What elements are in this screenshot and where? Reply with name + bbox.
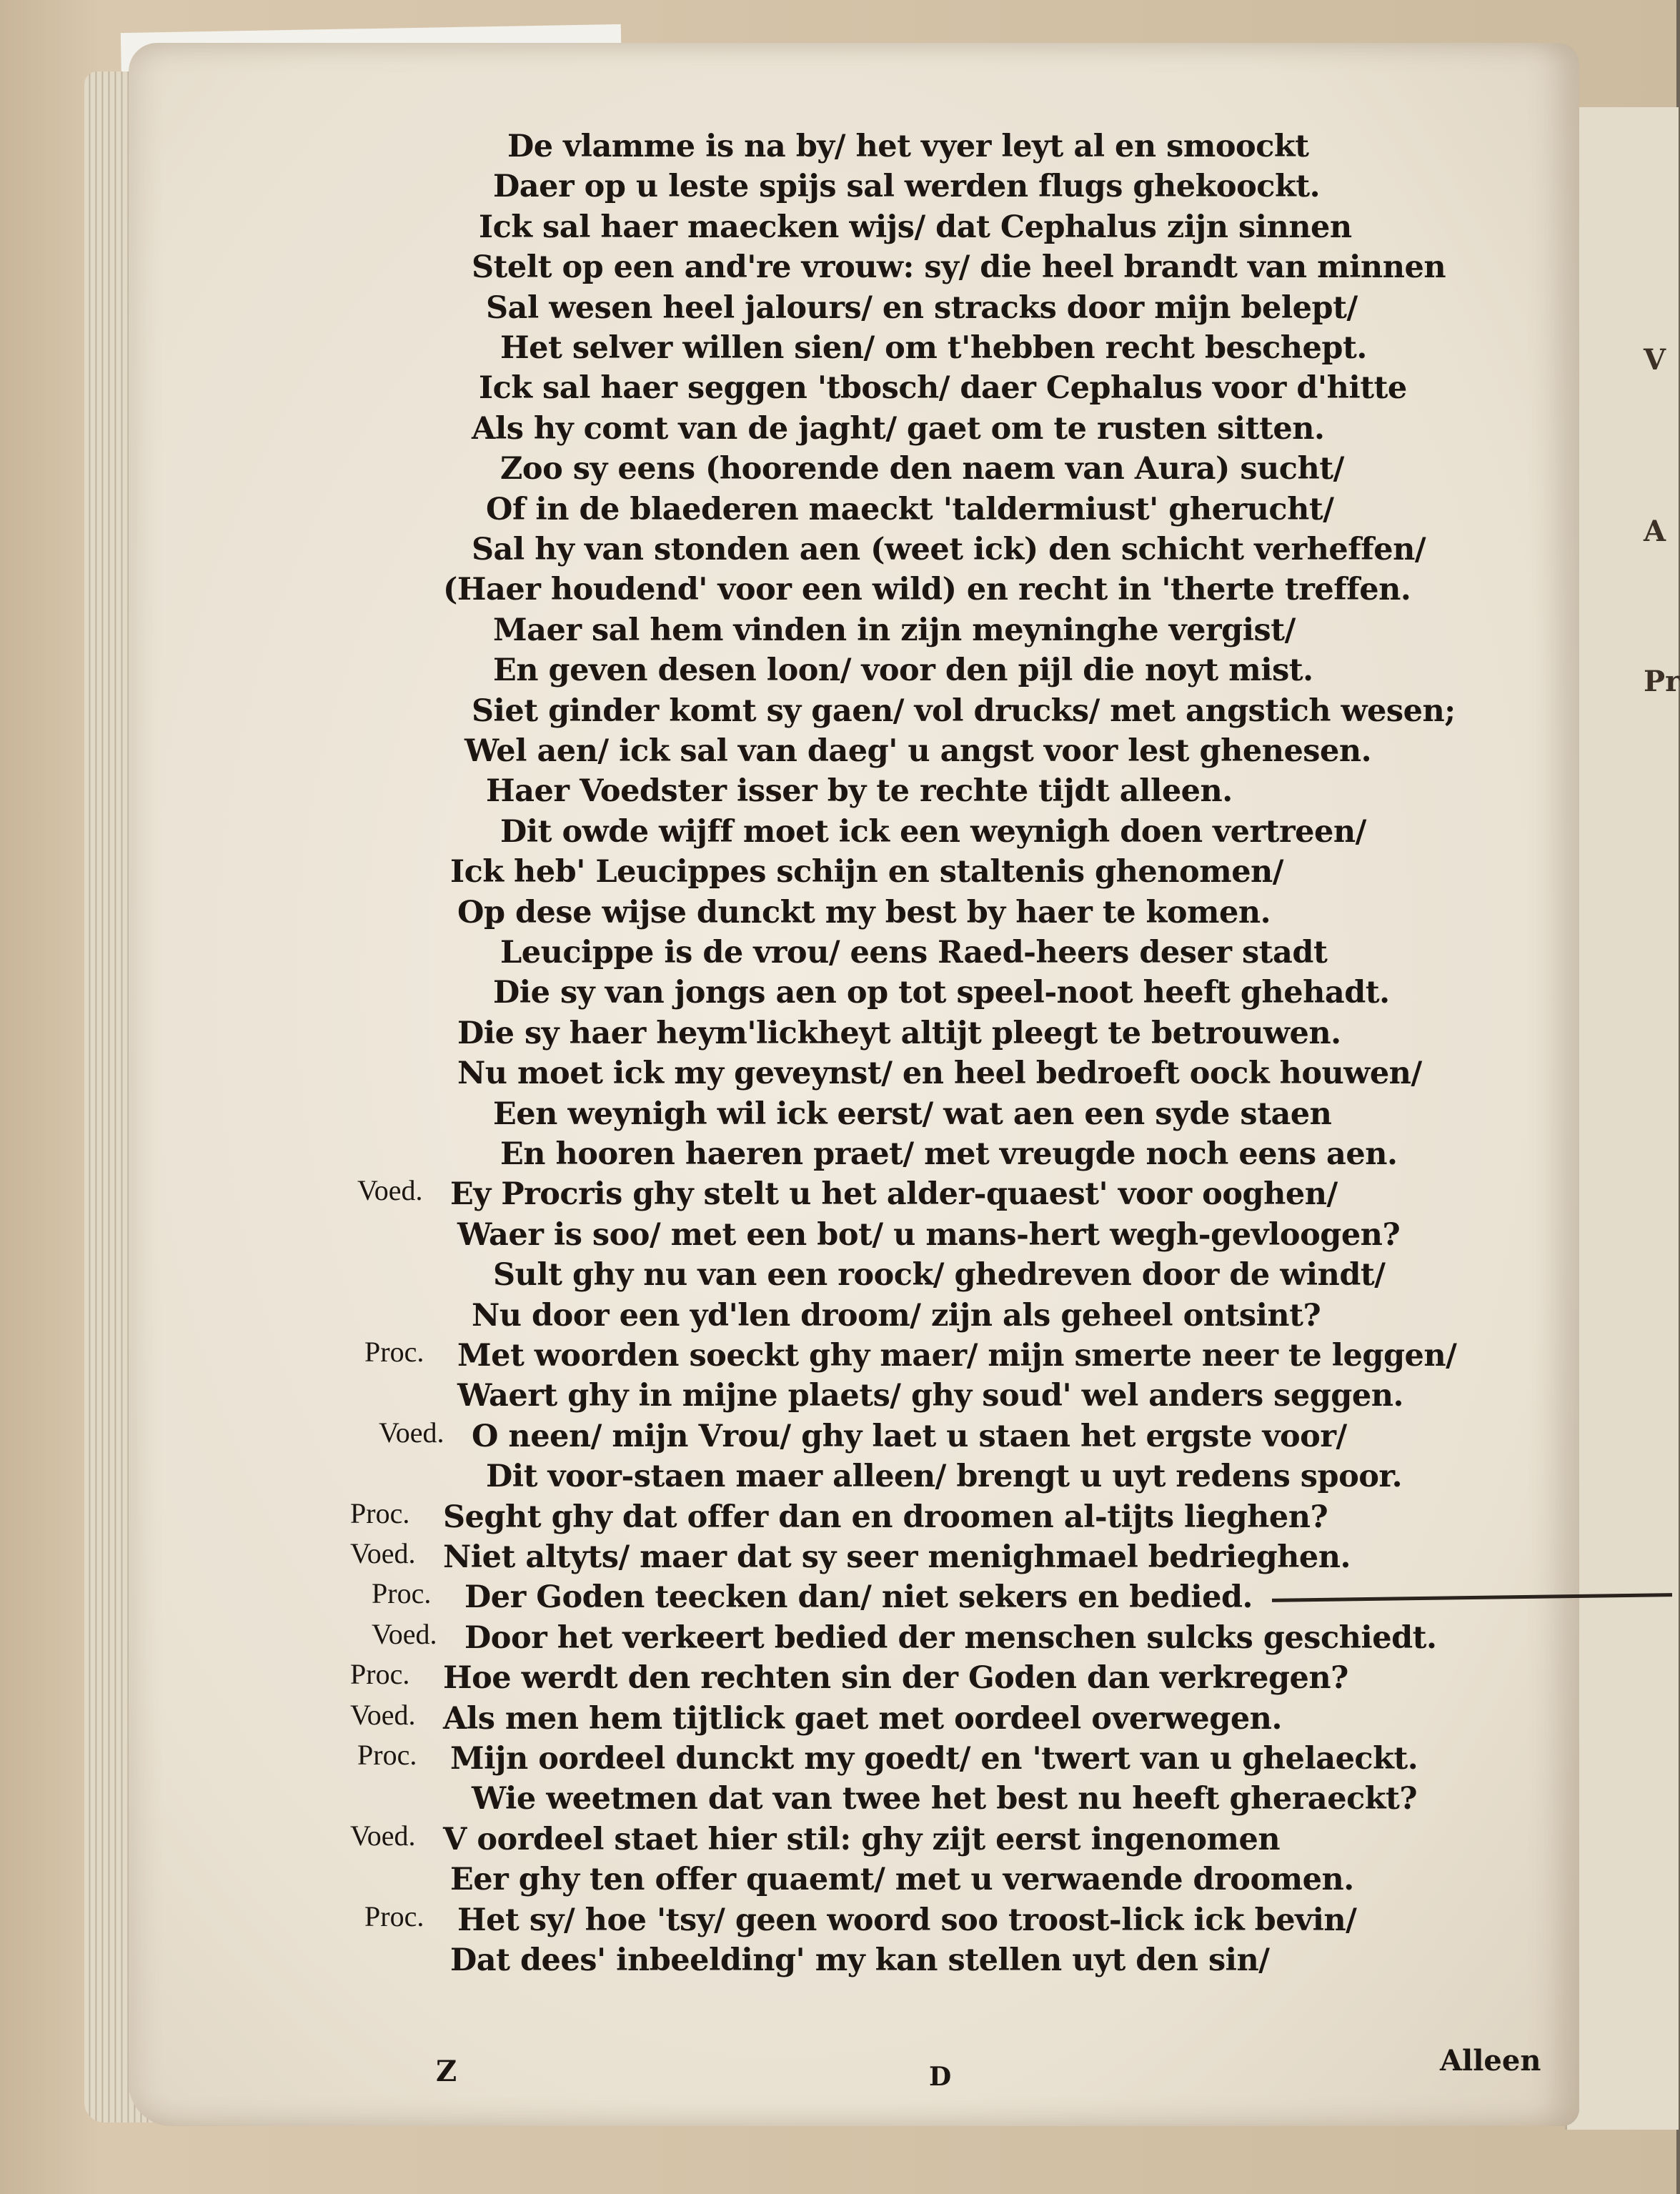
verse-line: Mijn oordeel dunckt my goedt/ en 'twert van u ghelaeckt. — [450, 1741, 1418, 1777]
verse-line: Seght ghy dat offer dan en droomen al-tijts lieghen? — [443, 1499, 1328, 1535]
verse-line: Der Goden teecken dan/ niet sekers en bedied. — [464, 1579, 1253, 1616]
verse-line: En hooren haeren praet/ met vreugde noch eens aen. — [500, 1136, 1398, 1172]
verse-line: Wel aen/ ick sal van daeg' u angst voor lest ghenesen. — [464, 733, 1372, 769]
verse-line: Waert ghy in mijne plaets/ ghy soud' wel anders seggen. — [457, 1378, 1403, 1414]
verse-line: Ey Procris ghy stelt u het alder-quaest' voor ooghen/ — [450, 1176, 1338, 1213]
verse-line: Sal hy van stonden aen (weet ick) den schicht verheffen/ — [472, 532, 1426, 567]
verse-line: Het selver willen sien/ om t'hebben recht beschept. — [500, 330, 1367, 366]
verse-line: Nu moet ick my geveynst/ en heel bedroeft oock houwen/ — [457, 1056, 1422, 1092]
verse-line: Ick sal haer seggen 'tbosch/ daer Cephalus voor d'hitte — [479, 370, 1407, 407]
facing-page — [1565, 107, 1679, 2130]
speaker-label: Proc. — [350, 1658, 410, 1691]
verse-line: Stelt op een and're vrouw: sy/ die heel brandt van minnen — [472, 249, 1446, 286]
verse-line: Leucippe is de vrou/ eens Raed-heers deser stadt — [500, 935, 1328, 971]
verse-line: V oordeel staet hier stil: ghy zijt eerst ingenomen — [443, 1821, 1281, 1857]
speaker-label: Voed. — [379, 1416, 444, 1449]
speaker-label: Proc. — [364, 1900, 424, 1932]
verse-line: Ick heb' Leucippes schijn en staltenis ghenomen/ — [450, 854, 1284, 890]
verse-line: Siet ginder komt sy gaen/ vol drucks/ met angstich wesen; — [472, 693, 1456, 729]
verse-line: Wie weetmen dat van twee het best nu heeft gheraeckt? — [472, 1781, 1418, 1817]
verse-line: Als hy comt van de jaght/ gaet om te rusten sitten. — [472, 410, 1325, 447]
verse-line: Met woorden soeckt ghy maer/ mijn smerte neer te leggen/ — [457, 1338, 1457, 1374]
facing-fragment: V — [1644, 343, 1666, 377]
speaker-label: Proc. — [364, 1336, 424, 1368]
verse-line: Of in de blaederen maeckt 'taldermiust' gherucht/ — [486, 491, 1334, 527]
speaker-label: Voed. — [350, 1819, 416, 1852]
verse-line: Ick sal haer maecken wijs/ dat Cephalus zijn sinnen — [479, 209, 1352, 245]
speaker-label: Proc. — [357, 1739, 417, 1771]
verse-line: Het sy/ hoe 'tsy/ geen woord soo troost-lick ick bevin/ — [457, 1902, 1357, 1938]
verse-line: Hoe werdt den rechten sin der Goden dan verkregen? — [443, 1660, 1348, 1697]
verse-line: (Haer houdend' voor een wild) en recht in 'therte treffen. — [443, 572, 1411, 608]
catchword: Alleen — [1440, 2044, 1541, 2078]
facing-fragment: A — [1644, 515, 1666, 548]
verse-line: Zoo sy eens (hoorende den naem van Aura) sucht/ — [500, 451, 1344, 487]
page-marker: D — [929, 2062, 952, 2092]
speaker-label: Voed. — [350, 1537, 416, 1569]
speaker-label: Voed. — [357, 1174, 423, 1207]
verse-line: Niet altyts/ maer dat sy seer menighmael bedrieghen. — [443, 1539, 1351, 1575]
verse-line: Op dese wijse dunckt my best by haer te komen. — [457, 894, 1271, 930]
verse-line: Door het verkeert bedied der menschen sulcks geschiedt. — [464, 1619, 1437, 1656]
speaker-label: Proc. — [350, 1496, 410, 1529]
speaker-label: Proc. — [372, 1577, 432, 1610]
verse-line: Die sy van jongs aen op tot speel-noot heeft ghehadt. — [493, 975, 1390, 1011]
verse-line: Dit owde wijff moet ick een weynigh doen vertreen/ — [500, 813, 1366, 850]
verse-line: Als men hem tijtlick gaet met oordeel overwegen. — [443, 1700, 1282, 1737]
facing-fragment: Pr — [1644, 665, 1680, 698]
verse-line: Een weynigh wil ick eerst/ wat aen een syde staen — [493, 1096, 1332, 1132]
verse-line: De vlamme is na by/ het vyer leyt al en smoockt — [507, 129, 1309, 164]
verse-line: En geven desen loon/ voor den pijl die noyt mist. — [493, 652, 1313, 689]
verse-line: Dit voor-staen maer alleen/ brengt u uyt redens spoor. — [486, 1459, 1403, 1495]
signature-mark: Z — [436, 2055, 457, 2088]
book-page — [129, 43, 1579, 2126]
verse-line: Daer op u leste spijs sal werden flugs ghekoockt. — [493, 169, 1321, 205]
verse-line: Waer is soo/ met een bot/ u mans-hert wegh-gevloogen? — [457, 1216, 1401, 1253]
verse-line: Nu door een yd'len droom/ zijn als geheel ontsint? — [472, 1297, 1321, 1334]
verse-line: Sult ghy nu van een roock/ ghedreven door de windt/ — [493, 1257, 1386, 1294]
verse-line: O neen/ mijn Vrou/ ghy laet u staen het ergste voor/ — [472, 1418, 1347, 1454]
speaker-label: Voed. — [350, 1698, 416, 1731]
speaker-label: Voed. — [372, 1617, 437, 1650]
verse-line: Die sy haer heym'lickheyt altijt pleegt te betrouwen. — [457, 1015, 1341, 1051]
verse-line: Haer Voedster isser by te rechte tijdt alleen. — [486, 773, 1233, 810]
verse-line: Maer sal hem vinden in zijn meyninghe vergist/ — [493, 612, 1296, 648]
verse-line: Sal wesen heel jalours/ en stracks door mijn belept/ — [486, 289, 1358, 326]
verse-line: Dat dees' inbeelding' my kan stellen uyt den sin/ — [450, 1942, 1270, 1978]
verse-line: Eer ghy ten offer quaemt/ met u verwaende droomen. — [450, 1862, 1354, 1898]
